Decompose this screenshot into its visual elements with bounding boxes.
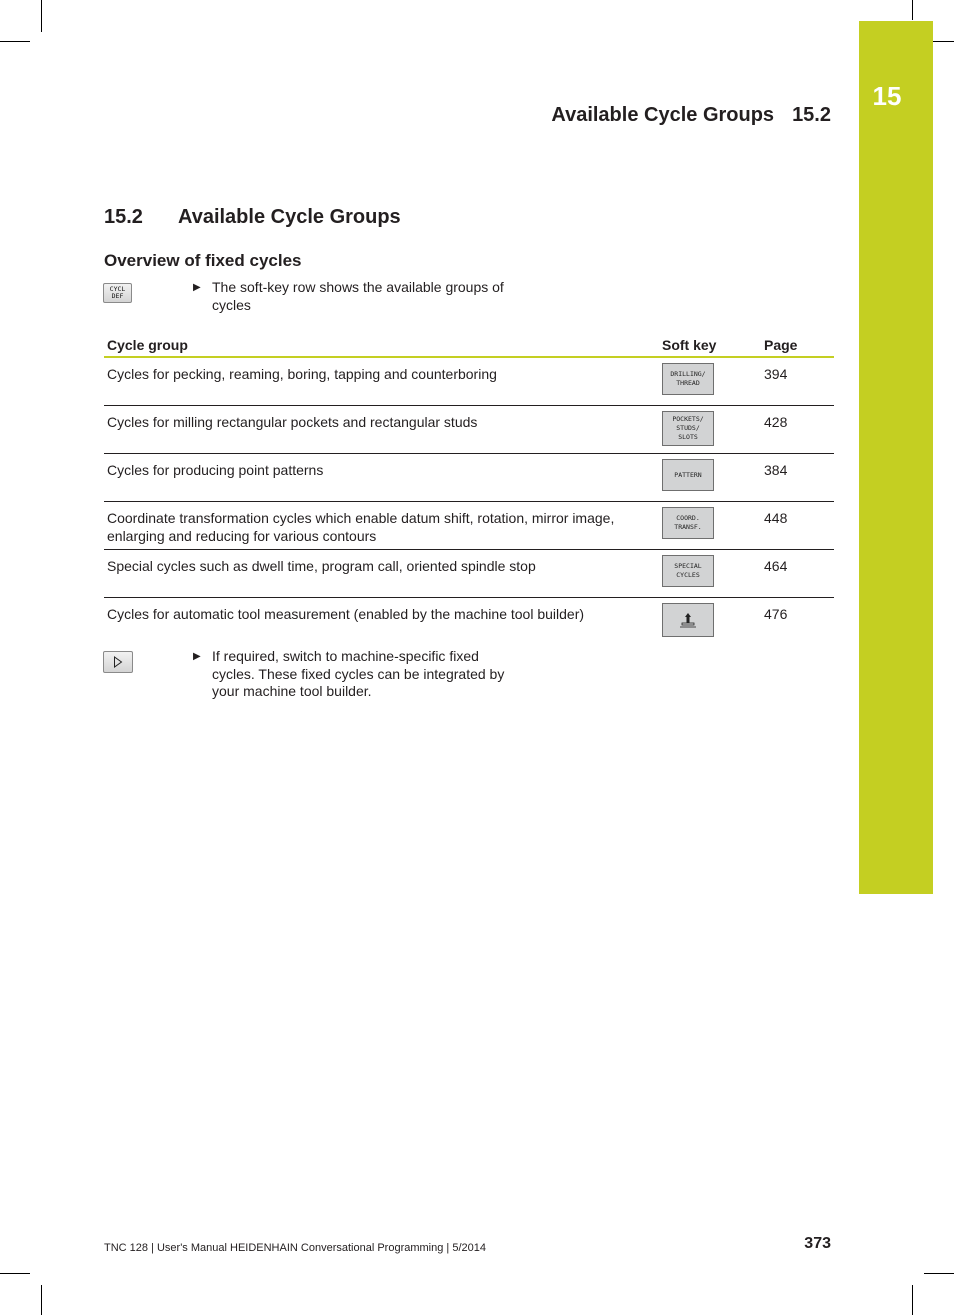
cycle-group-cell: Cycles for automatic tool measurement (enabled by the machine tool builder) xyxy=(107,606,585,622)
cycle-group-cell: Cycles for milling rectangular pockets and rectangular studs xyxy=(104,406,659,454)
softkey-drilling-thread[interactable] xyxy=(662,363,714,395)
softkey-pockets-studs-slots[interactable] xyxy=(662,411,714,446)
chapter-number: 15 xyxy=(872,81,902,111)
table-row xyxy=(104,502,834,550)
softkey-label: CYCLES xyxy=(676,571,700,579)
crop-mark xyxy=(41,1285,42,1315)
cycle-group-cell: Cycles for producing point patterns xyxy=(104,454,659,502)
touch-probe-icon xyxy=(680,611,696,629)
header-cycle-group: Cycle group xyxy=(104,332,659,357)
softkey-coord-transf[interactable] xyxy=(662,507,714,539)
table-row xyxy=(104,550,834,598)
softkey-label: COORD. xyxy=(676,514,700,522)
page-footer: TNC 128 | User's Manual HEIDENHAIN Conversational Programming | 5/2014 xyxy=(104,1242,486,1254)
running-head-section: 15.2 xyxy=(792,104,831,126)
softkey-label: DRILLING/ xyxy=(670,370,706,378)
crop-mark xyxy=(924,1273,954,1274)
softkey-special-cycles[interactable] xyxy=(662,555,714,587)
triangle-right-icon xyxy=(113,656,123,668)
table-header-row xyxy=(104,332,834,357)
machine-specific-bullet xyxy=(193,648,523,701)
softkey-label: STUDS/ xyxy=(676,424,700,432)
running-head xyxy=(551,104,831,127)
cycle-groups-table xyxy=(104,332,834,645)
softkey-label: POCKETS/ xyxy=(672,415,704,423)
table-row xyxy=(104,454,834,502)
header-soft-key: Soft key xyxy=(659,332,761,357)
key-label: CYCL xyxy=(109,285,126,293)
crop-mark xyxy=(0,41,30,42)
soft-key-cell xyxy=(659,598,761,646)
softkey-label: PATTERN xyxy=(674,470,702,479)
page-cell: 464 xyxy=(761,550,834,598)
section-heading xyxy=(104,206,401,229)
next-softkey-row-key xyxy=(103,651,133,673)
softkey-label: SLOTS xyxy=(678,433,698,441)
softkey-label: SPECIAL xyxy=(674,562,702,570)
subsection-heading: Overview of fixed cycles xyxy=(104,251,302,270)
softkey-label: THREAD xyxy=(676,379,700,387)
table-row xyxy=(104,357,834,406)
soft-key-cell xyxy=(659,550,761,598)
softkey-pattern[interactable] xyxy=(662,459,714,491)
machine-specific-bullet-text: If required, switch to machine-specific fixed cycles. These fixed cycles can be integrated by your machine tool builder. xyxy=(212,648,505,699)
bullet-arrow-icon: ▶ xyxy=(193,651,201,662)
cycle-group-cell: Coordinate transformation cycles which enable datum shift, rotation, mirror image, enlarging and reducing for various contours xyxy=(104,502,659,550)
section-number: 15.2 xyxy=(104,206,143,228)
bullet-arrow-icon: ▶ xyxy=(193,282,201,293)
header-page: Page xyxy=(761,332,834,357)
page-cell: 476 xyxy=(764,606,788,622)
section-title: Available Cycle Groups xyxy=(178,206,401,228)
page-cell: 448 xyxy=(761,502,834,550)
intro-bullet-text: The soft-key row shows the available groups of cycles xyxy=(212,279,504,313)
crop-mark xyxy=(0,1273,30,1274)
soft-key-cell xyxy=(659,357,761,406)
chapter-tab xyxy=(859,21,933,894)
table-row xyxy=(104,598,834,646)
page-cell: 384 xyxy=(761,454,834,502)
soft-key-cell xyxy=(659,502,761,550)
table-row xyxy=(104,406,834,454)
softkey-touch-probe[interactable] xyxy=(662,603,714,637)
page-cell: 394 xyxy=(761,357,834,406)
soft-key-cell xyxy=(659,406,761,454)
page-number: 373 xyxy=(804,1235,831,1252)
soft-key-cell xyxy=(659,454,761,502)
crop-mark xyxy=(912,1285,913,1315)
cycle-group-cell: Cycles for pecking, reaming, boring, tapping and counterboring xyxy=(104,357,659,406)
cycle-group-cell: Special cycles such as dwell time, program call, oriented spindle stop xyxy=(104,550,659,598)
key-label: DEF xyxy=(111,292,124,300)
crop-mark xyxy=(41,0,42,32)
cycl-def-key xyxy=(103,283,132,303)
running-head-title: Available Cycle Groups xyxy=(551,104,775,126)
softkey-label: TRANSF. xyxy=(674,523,702,531)
intro-bullet xyxy=(193,279,523,314)
page-cell: 428 xyxy=(761,406,834,454)
crop-mark xyxy=(912,0,913,20)
